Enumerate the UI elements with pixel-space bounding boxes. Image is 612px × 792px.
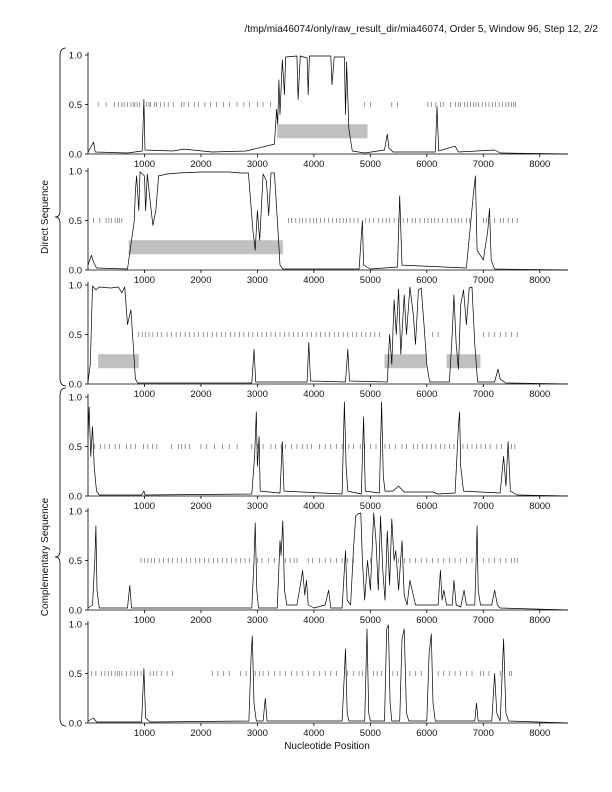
- direct-sequence-label: Direct Sequence: [40, 180, 51, 254]
- x-tick-label: 1000: [133, 615, 156, 626]
- x-tick-label: 5000: [359, 501, 381, 512]
- x-tick-label: 2000: [190, 615, 212, 626]
- x-tick-label: 8000: [529, 159, 551, 170]
- x-tick-label: 6000: [416, 275, 438, 286]
- x-tick-label: 6000: [416, 389, 438, 400]
- y-tick-label: 0.0: [68, 149, 82, 161]
- figure-header: /tmp/mia46074/only/raw_result_dir/mia46074, Order 5, Window 96, Step 12, 2/2: [244, 24, 598, 35]
- x-tick-label: 1000: [133, 159, 156, 170]
- y-tick-label: 0.0: [68, 718, 82, 730]
- x-tick-label: 3000: [246, 389, 268, 400]
- y-tick-label: 0.5: [68, 330, 82, 341]
- x-axis-label: Nucleotide Position: [284, 741, 370, 752]
- x-tick-label: 2000: [190, 501, 212, 512]
- orf-bar: [277, 124, 367, 138]
- y-tick-label: 1.0: [68, 166, 82, 178]
- x-tick-label: 4000: [303, 389, 325, 400]
- x-tick-label: 4000: [303, 728, 325, 739]
- x-tick-label: 2000: [190, 275, 212, 286]
- x-tick-label: 7000: [472, 615, 494, 626]
- x-tick-label: 4000: [303, 501, 325, 512]
- signal-line: [88, 513, 568, 610]
- signal-line: [88, 286, 568, 384]
- y-tick-label: 1.0: [68, 280, 82, 292]
- x-tick-label: 7000: [472, 159, 494, 170]
- x-tick-label: 4000: [303, 159, 325, 170]
- x-tick-label: 2000: [190, 159, 212, 170]
- x-tick-label: 3000: [246, 728, 268, 739]
- y-tick-label: 0.0: [68, 605, 82, 617]
- x-tick-label: 8000: [529, 389, 551, 400]
- x-tick-label: 2000: [190, 728, 212, 739]
- y-tick-label: 0.5: [68, 442, 82, 453]
- x-tick-label: 7000: [472, 275, 494, 286]
- x-tick-label: 6000: [416, 159, 438, 170]
- x-tick-label: 4000: [303, 615, 325, 626]
- x-tick-label: 8000: [529, 615, 551, 626]
- y-tick-label: 1.0: [68, 50, 82, 62]
- x-tick-label: 1000: [133, 275, 156, 286]
- x-tick-label: 4000: [303, 275, 325, 286]
- complementary-sequence-brace: [55, 388, 66, 726]
- direct-sequence-brace: [55, 48, 66, 386]
- y-tick-label: 0.0: [68, 491, 82, 503]
- x-tick-label: 1000: [133, 501, 156, 512]
- y-tick-label: 0.0: [68, 265, 82, 277]
- x-tick-label: 7000: [472, 728, 494, 739]
- y-tick-label: 1.0: [68, 619, 82, 631]
- x-tick-label: 5000: [359, 728, 381, 739]
- x-tick-label: 7000: [472, 501, 494, 512]
- x-tick-label: 5000: [359, 159, 381, 170]
- x-tick-label: 8000: [529, 275, 551, 286]
- x-tick-label: 6000: [416, 615, 438, 626]
- x-tick-label: 5000: [359, 389, 381, 400]
- signal-line: [88, 172, 568, 270]
- y-tick-label: 0.5: [68, 216, 82, 227]
- x-tick-label: 3000: [246, 275, 268, 286]
- x-tick-label: 3000: [246, 159, 268, 170]
- x-tick-label: 5000: [359, 275, 381, 286]
- x-tick-label: 2000: [190, 389, 212, 400]
- y-tick-label: 1.0: [68, 392, 82, 404]
- x-tick-label: 7000: [472, 389, 494, 400]
- x-tick-label: 1000: [133, 728, 156, 739]
- signal-line: [88, 402, 568, 496]
- orf-bar: [129, 240, 283, 254]
- x-tick-label: 5000: [359, 615, 381, 626]
- y-tick-label: 1.0: [68, 506, 82, 518]
- x-tick-label: 6000: [416, 501, 438, 512]
- x-tick-label: 8000: [529, 728, 551, 739]
- y-tick-label: 0.5: [68, 669, 82, 680]
- x-tick-label: 3000: [246, 501, 268, 512]
- orf-bar: [384, 354, 426, 368]
- signal-line: [88, 625, 568, 723]
- y-tick-label: 0.5: [68, 100, 82, 111]
- complementary-sequence-label: Complementary Sequence: [40, 497, 51, 617]
- x-tick-label: 6000: [416, 728, 438, 739]
- y-tick-label: 0.0: [68, 379, 82, 391]
- y-tick-label: 0.5: [68, 556, 82, 567]
- orf-bar: [98, 354, 139, 368]
- x-tick-label: 3000: [246, 615, 268, 626]
- x-tick-label: 8000: [529, 501, 551, 512]
- x-tick-label: 1000: [133, 389, 156, 400]
